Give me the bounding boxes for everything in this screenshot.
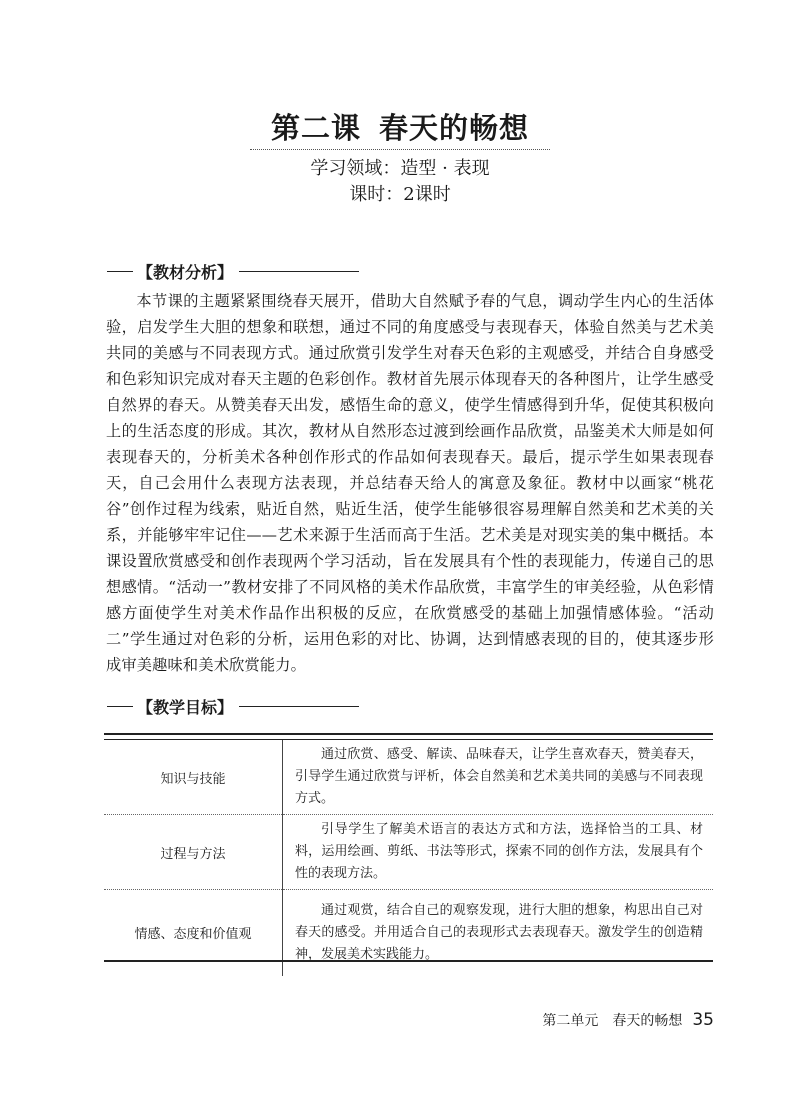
goal-content: 通过欣赏、感受、解读、品味春天，让学生喜欢春天，赞美春天，引导学生通过欣赏与评析，体会自然美和艺术美共同的美感与不同表现方式。 — [295, 747, 703, 806]
goals-table — [104, 740, 713, 976]
table-top-rule — [104, 733, 713, 740]
section-heading-text: 【教材分析】 — [137, 262, 234, 282]
goal-label: 知识与技能 — [104, 740, 283, 815]
learning-domain: 学习领域：造型 · 表现 — [310, 158, 490, 179]
section-heading-goals — [107, 694, 359, 718]
goal-label: 情感、态度和价值观 — [104, 890, 283, 976]
heading-rule-left — [107, 706, 133, 707]
lesson-title — [0, 106, 800, 147]
table-row — [104, 815, 713, 890]
goal-content: 引导学生了解美术语言的表达方式和方法，选择恰当的工具、材料，运用绘画、剪纸、书法等形式，探索不同的创作方法，发展具有个性的表现方法。 — [295, 822, 703, 881]
lesson-name: 春天的畅想 — [379, 111, 530, 145]
section-heading-analysis — [107, 259, 359, 283]
goal-content: 通过观赏，结合自己的观察发现，进行大胆的想象，构思出自己对春天的感受。并用适合自己的表现形式去表现春天。激发学生的创造精神，发展美术实践能力。 — [295, 902, 703, 962]
heading-rule-left — [107, 271, 133, 272]
table-row — [104, 890, 713, 976]
table-bottom-rule — [104, 960, 713, 962]
title-dotted-rule — [250, 149, 550, 150]
goal-label: 过程与方法 — [104, 815, 283, 890]
running-title: 第二单元 春天的畅想 — [542, 1013, 683, 1029]
class-hours: 课时：2课时 — [349, 184, 451, 205]
heading-rule-right — [239, 706, 359, 707]
page-number: 35 — [692, 1010, 714, 1030]
analysis-paragraph: 本节课的主题紧紧围绕春天展开，借助大自然赋予春的气息，调动学生内心的生活体验，启发学生大胆的想象和联想，通过不同的角度感受与表现春天，体验自然美与艺术美共同的美感与不同表现方式。通过欣赏引发学生对春天色彩的主观感受，并结合自身感受和色彩知识完成对春天主题的色彩创作。教材首先展示体现春天的各种图片，让学生感受自然界的春天。从赞美春天出发，感悟生命的意义，使学生情感得到升华，促使其积极向上的生活态度的形成。其次，教材从自然形态过渡到绘画作品欣赏，品鉴美术大师是如何表现春天的，分析美术各种创作形式的作品如何表现春天。最后，提示学生如果表现春天，自己会用什么表现方法表现，并总结春天给人的寓意及象征。教材中以画家“桃花谷”创作过程为线索，贴近自然，贴近生活，使学生能够很容易理解自然美和艺术美的关系，并能够牢牢记住——艺术来源于生活而高于生活。艺术美是对现实美的集中概括。本课设置欣赏感受和创作表现两个学习活动，旨在发展具有个性的表现能力，传递自己的思想感情。“活动一”教材安排了不同风格的美术作品欣赏，丰富学生的审美经验，从色彩情感方面使学生对美术作品作出积极的反应，在欣赏感受的基础上加强情感体验。“活动二”学生通过对色彩的分析，运用色彩的对比、协调，达到情感表现的目的，使其逐步形成审美趣味和美术欣赏能力。 — [106, 292, 714, 674]
page-footer — [542, 1010, 714, 1030]
table-row — [104, 740, 713, 815]
section-heading-text: 【教学目标】 — [137, 697, 234, 717]
heading-rule-right — [239, 271, 359, 272]
lesson-number: 第二课 — [270, 111, 361, 145]
